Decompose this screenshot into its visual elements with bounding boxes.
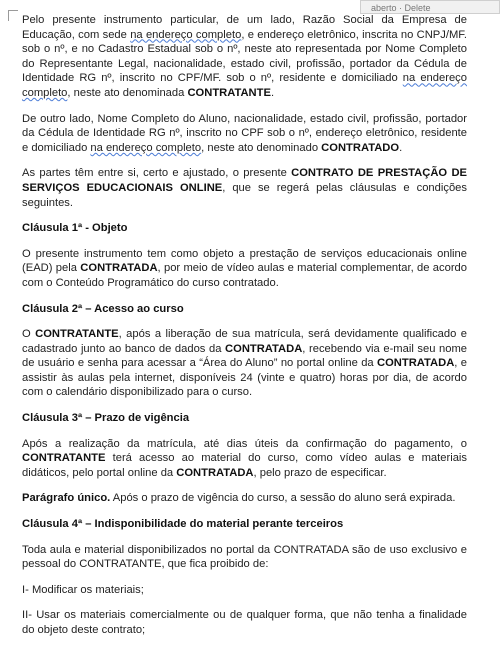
- party-name: CONTRATANTE: [187, 86, 271, 99]
- page-corner-marker: [8, 10, 18, 21]
- comment-tag[interactable]: aberto · Delete: [360, 0, 500, 14]
- clause-4-text: Toda aula e material disponibilizados no portal da CONTRATADA são de uso exclusivo e pessoal do CONTRATANTE, que fica proibido de:: [22, 543, 467, 571]
- clause-1-text: O presente instrumento tem como objeto a prestação de serviços educacionais online (EAD) pela CONTRATADA, por meio de vídeo aulas e material complementar, de acordo com o Conteúdo Programático do curso contratado.: [22, 247, 468, 289]
- address-placeholder: na endereço completo: [130, 28, 242, 41]
- clause-3-heading: Cláusula 3ª – Prazo de vigência: [22, 412, 190, 425]
- document-body: [22, 13, 467, 649]
- clause-4-heading: Cláusula 4ª – Indisponibilidade do material perante terceiros: [22, 518, 344, 531]
- clause-1-heading: Cláusula 1ª - Objeto: [22, 222, 128, 235]
- clause-3-text: Após a realização da matrícula, até dias úteis da confirmação do pagamento, o CONTRATANTE terá acesso ao material do curso, como vídeo aulas e materiais didáticos, pelo portal online da CONTRATADA, pelo prazo de especificar.: [22, 437, 467, 479]
- contract-title: CONTRATO DE PRESTAÇÃO DE SERVIÇOS EDUCACIONAIS ONLINE: [22, 167, 468, 194]
- paragraph-contratante: Pelo presente instrumento particular, de um lado, Razão Social da Empresa de Educação, com sede na endereço completo, e endereço eletrônico, inscrita no CNPJ/MF. sob o nº, e no Cadastro Estadual sob o nº, neste ato representada por Nome Completo do Representante Legal, nacionalidade, estado civil, profissão, portador da Cédula de Identidade RG nº, inscrito no CPF/MF. sob o nº, residente e domiciliado na endereço completo, neste ato denominada CONTRATANTE.: [22, 14, 467, 99]
- paragraph-unique: Parágrafo único. Após o prazo de vigência do curso, a sessão do aluno será expirada.: [22, 492, 456, 505]
- party-name: CONTRATADO: [321, 141, 400, 154]
- clause-2-heading: Cláusula 2ª – Acesso ao curso: [22, 302, 184, 315]
- address-placeholder: na endereço completo: [22, 72, 467, 99]
- clause-4-item-1: I- Modificar os materiais;: [22, 583, 144, 596]
- clause-4-item-2: II- Usar os materiais comercialmente ou de qualquer forma, que não tenha a finalidade do objeto deste contrato;: [22, 609, 467, 636]
- address-placeholder: na endereço completo: [90, 141, 202, 154]
- clause-2-text: O CONTRATANTE, após a liberação de sua matrícula, será devidamente qualificado e cadastrado junto ao banco de dados da CONTRATADA, recebendo via e-mail seu nome de usuário e senha para acessar a “Área do Aluno” no portal online da CONTRATADA, e assistir às aulas pela internet, disponíveis 24 (vinte e quatro) horas por dia, de acordo com o calendário disponibilizado para o curso.: [22, 328, 467, 399]
- paragraph-agreement: As partes têm entre si, certo e ajustado, o presente CONTRATO DE PRESTAÇÃO DE SERVIÇOS EDUCACIONAIS ONLINE, que se regerá pelas cláusulas e condições seguintes.: [22, 167, 468, 209]
- paragraph-contratado: De outro lado, Nome Completo do Aluno, nacionalidade, estado civil, profissão, portador da Cédula de Identidade RG nº, inscrito no CPF sob o nº, endereço eletrônico, residente e domiciliado na endereço completo, neste ato denominado CONTRATADO.: [22, 112, 467, 154]
